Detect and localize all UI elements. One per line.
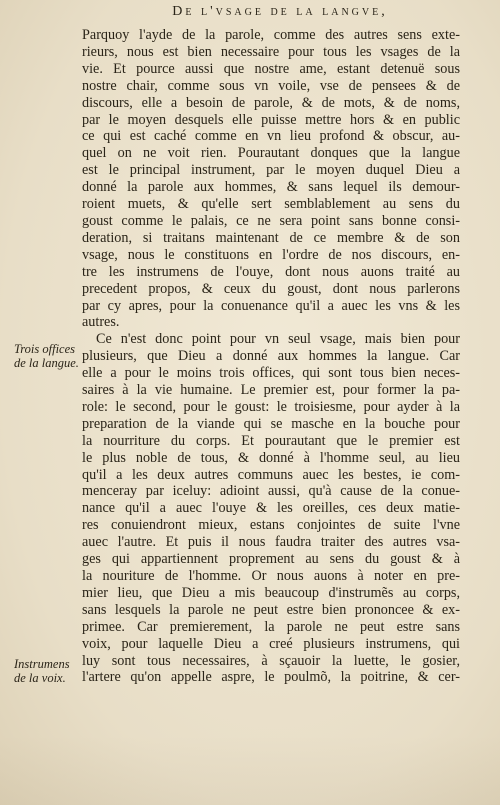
text-line: l'artere qu'on appelle aspre, le poulmõ, la poitrine, & cer- [82,669,460,686]
text-line: primee. Car premierement, la parole ne peut estre sans [82,618,460,635]
text-line: menceray par iceluy: adioint aussi, qu'à cause de la conue- [82,483,460,500]
text-line: deration, si traitans maintenant de ce membre & de son [82,229,460,246]
text-line: nance qu'il a auec l'ouye & les oreilles, ces deux matie- [82,500,460,517]
text-line: goust comme le palais, ce ne sera point sans bonne consi- [82,212,460,229]
text-line: tre les instrumens de l'ouye, dont nous auons traité au [82,263,460,280]
body-text [82,27,460,686]
text-line: le plus noble de tous, & donné à l'homme seul, au lieu [82,449,460,466]
text-line: quel on ne voit rien. Pourautant donques que la langue [82,145,460,162]
text-line: donné la parole aux hommes, & sans lequel ils demour- [82,179,460,196]
text-line: par cy apres, pour la conuenance qu'il a auec les vns & les [82,297,460,314]
text-line: auec l'autre. Et puis il nous faudra traiter des autres vsa- [82,534,460,551]
text-line: ce qui est caché comme en vn lieu profond & obscur, au- [82,128,460,145]
text-line: ges qui appartiennent proprement au sens du goust & à [82,551,460,568]
text-line: qu'il a les deux autres communs auec les bestes, ie com- [82,466,460,483]
text-line: sans lesquels la parole ne peut estre bien prononcee & ex- [82,601,460,618]
text-line: mier lieu, que Dieu a mis beaucoup d'instrumẽs au corps, [82,584,460,601]
text-line: Ce n'est donc point pour vn seul vsage, mais bien pour [96,331,460,348]
text-line: plusieurs, que Dieu a donné aux hommes la langue. Car [82,348,460,365]
text-line: discours, elle a besoin de parole, & de mots, & de noms, [82,94,460,111]
text-line: autres. [82,314,120,331]
text-line: preparation de la viande qui se masche en la bouche pour [82,415,460,432]
text-line: vie. Et pource aussi que nostre ame, estant detenuë sous [82,60,460,77]
text-line: rieurs, nous est bien necessaire pour tous les vsages de la [82,43,460,60]
text-line: voix, pour laquelle Dieu a creé plusieurs instrumens, qui [82,635,460,652]
text-line: elle a pour le moins trois offices, qui sont tous bien neces- [82,365,460,382]
text-line: res conuiendront mieux, estans conjointes de suite l'vne [82,517,460,534]
text-line: vsage, nous le constituons en l'ordre de nos discours, en- [82,246,460,263]
margin-note-instrumens: Instrumens de la voix. [14,657,70,685]
page-bottom-shade [0,735,500,805]
text-line: nostre chair, comme sous vn voile, vse de pensees & de [82,77,460,94]
running-header: De l'vsage de la langve, [172,4,388,19]
text-line: par le moyen desquels elle puisse mettre hors & en public [82,111,460,128]
text-line: la nouriture de l'homme. Or nous auons à noter en pre- [82,568,460,584]
text-line: roient muets, & qu'elle sert semblablement au sens du [82,196,460,213]
text-line: role: le second, pour le goust: le troisiesme, pour ayder à la [82,398,460,415]
text-line: saires à la vie humaine. Le premier est, pour former la pa- [82,382,460,399]
text-line: Parquoy l'ayde de la parole, comme des autres sens exte- [82,27,460,43]
text-line: precedent propos, & ceux du goust, dont nous parlerons [82,280,460,297]
text-line: est le principal instrument, par le moyen duquel Dieu a [82,162,460,179]
text-line: la nourriture du corps. Et pourautant que le premier est [82,432,460,449]
text-line: luy sont tous necessaires, à sçauoir la luette, le gosier, [82,652,460,669]
margin-note-trois-offices: Trois offices de la langue. [14,342,79,370]
